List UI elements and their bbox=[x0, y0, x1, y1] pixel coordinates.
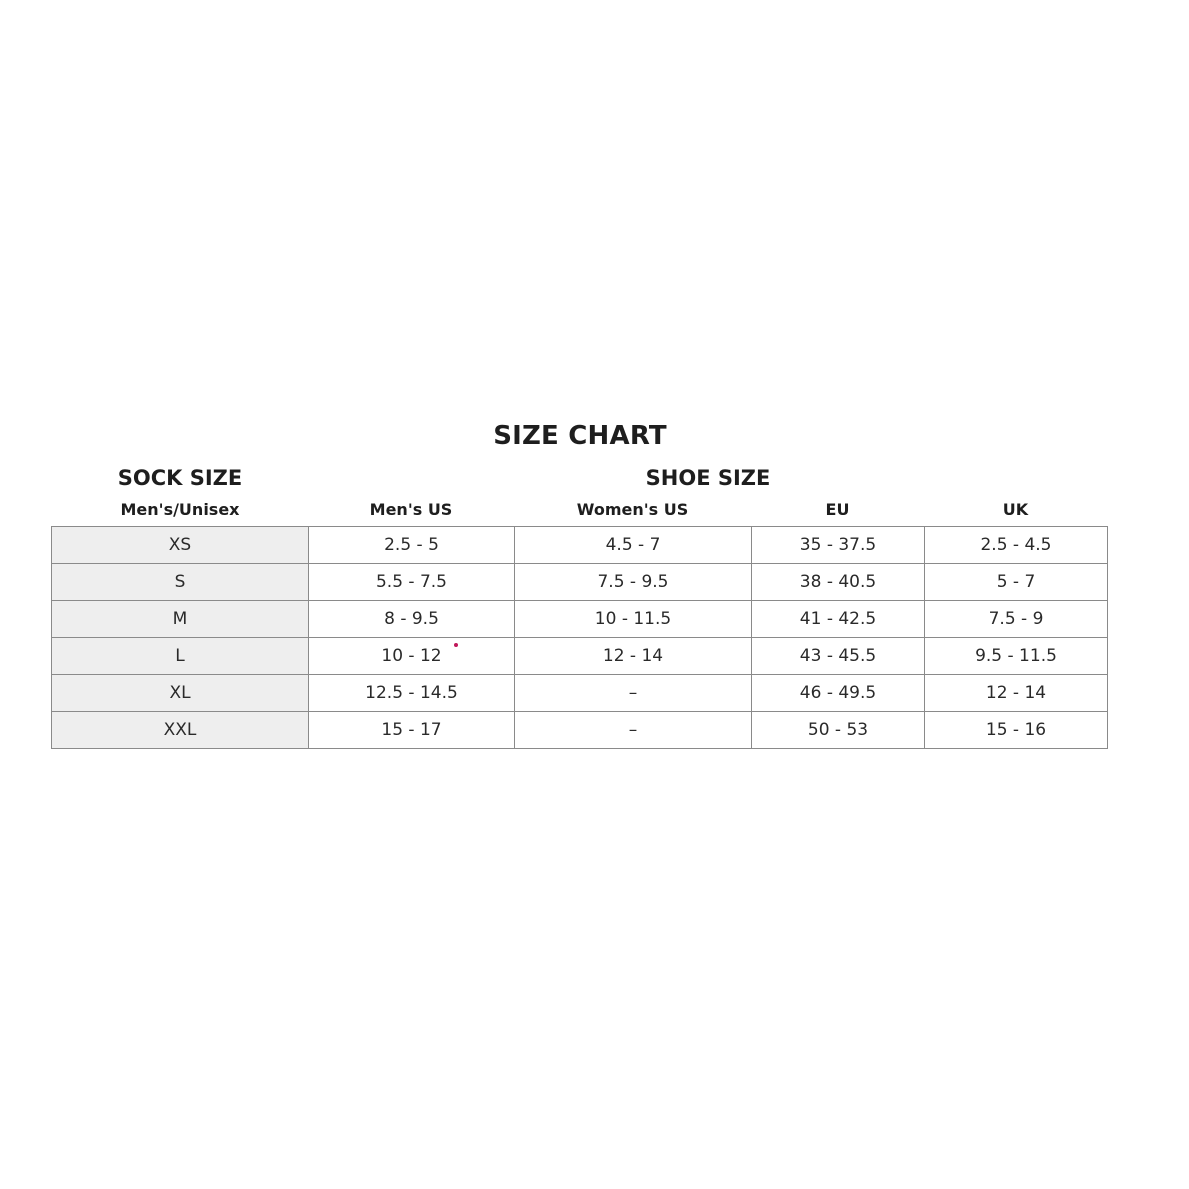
mens-us-cell: 12.5 - 14.5 bbox=[309, 675, 515, 712]
size-chart-title: SIZE CHART bbox=[493, 421, 667, 451]
column-header-mens-us: Men's US bbox=[369, 500, 453, 519]
uk-cell: 7.5 - 9 bbox=[925, 601, 1108, 638]
womens-us-cell: 10 - 11.5 bbox=[515, 601, 752, 638]
uk-cell: 9.5 - 11.5 bbox=[925, 638, 1108, 675]
sock-size-cell: M bbox=[52, 601, 309, 638]
sock-size-cell: S bbox=[52, 564, 309, 601]
uk-cell: 2.5 - 4.5 bbox=[925, 527, 1108, 564]
eu-cell: 41 - 42.5 bbox=[752, 601, 925, 638]
womens-us-cell: – bbox=[515, 712, 752, 749]
eu-cell: 43 - 45.5 bbox=[752, 638, 925, 675]
mens-us-cell: 5.5 - 7.5 bbox=[309, 564, 515, 601]
sock-size-cell: XXL bbox=[52, 712, 309, 749]
table-row bbox=[52, 675, 1108, 712]
sock-size-heading: SOCK SIZE bbox=[117, 466, 243, 490]
column-header-womens-us: Women's US bbox=[576, 500, 689, 519]
table-row bbox=[52, 564, 1108, 601]
eu-cell: 50 - 53 bbox=[752, 712, 925, 749]
table-row bbox=[52, 601, 1108, 638]
column-header-uk: UK bbox=[1002, 500, 1029, 519]
mens-us-cell: 15 - 17 bbox=[309, 712, 515, 749]
mens-us-cell: 8 - 9.5 bbox=[309, 601, 515, 638]
uk-cell: 5 - 7 bbox=[925, 564, 1108, 601]
womens-us-cell: – bbox=[515, 675, 752, 712]
mens-us-cell: 10 - 12 bbox=[309, 638, 515, 675]
shoe-size-heading: SHOE SIZE bbox=[645, 466, 771, 490]
marker-dot bbox=[454, 643, 458, 647]
column-header-eu: EU bbox=[825, 500, 850, 519]
sock-size-cell: XS bbox=[52, 527, 309, 564]
uk-cell: 15 - 16 bbox=[925, 712, 1108, 749]
sock-size-cell: XL bbox=[52, 675, 309, 712]
table-row bbox=[52, 712, 1108, 749]
eu-cell: 38 - 40.5 bbox=[752, 564, 925, 601]
eu-cell: 35 - 37.5 bbox=[752, 527, 925, 564]
mens-us-cell: 2.5 - 5 bbox=[309, 527, 515, 564]
size-table bbox=[51, 526, 1108, 749]
table-row bbox=[52, 527, 1108, 564]
column-header-mens-unisex: Men's/Unisex bbox=[120, 500, 240, 519]
sock-size-cell: L bbox=[52, 638, 309, 675]
womens-us-cell: 4.5 - 7 bbox=[515, 527, 752, 564]
table-row bbox=[52, 638, 1108, 675]
womens-us-cell: 7.5 - 9.5 bbox=[515, 564, 752, 601]
womens-us-cell: 12 - 14 bbox=[515, 638, 752, 675]
uk-cell: 12 - 14 bbox=[925, 675, 1108, 712]
eu-cell: 46 - 49.5 bbox=[752, 675, 925, 712]
